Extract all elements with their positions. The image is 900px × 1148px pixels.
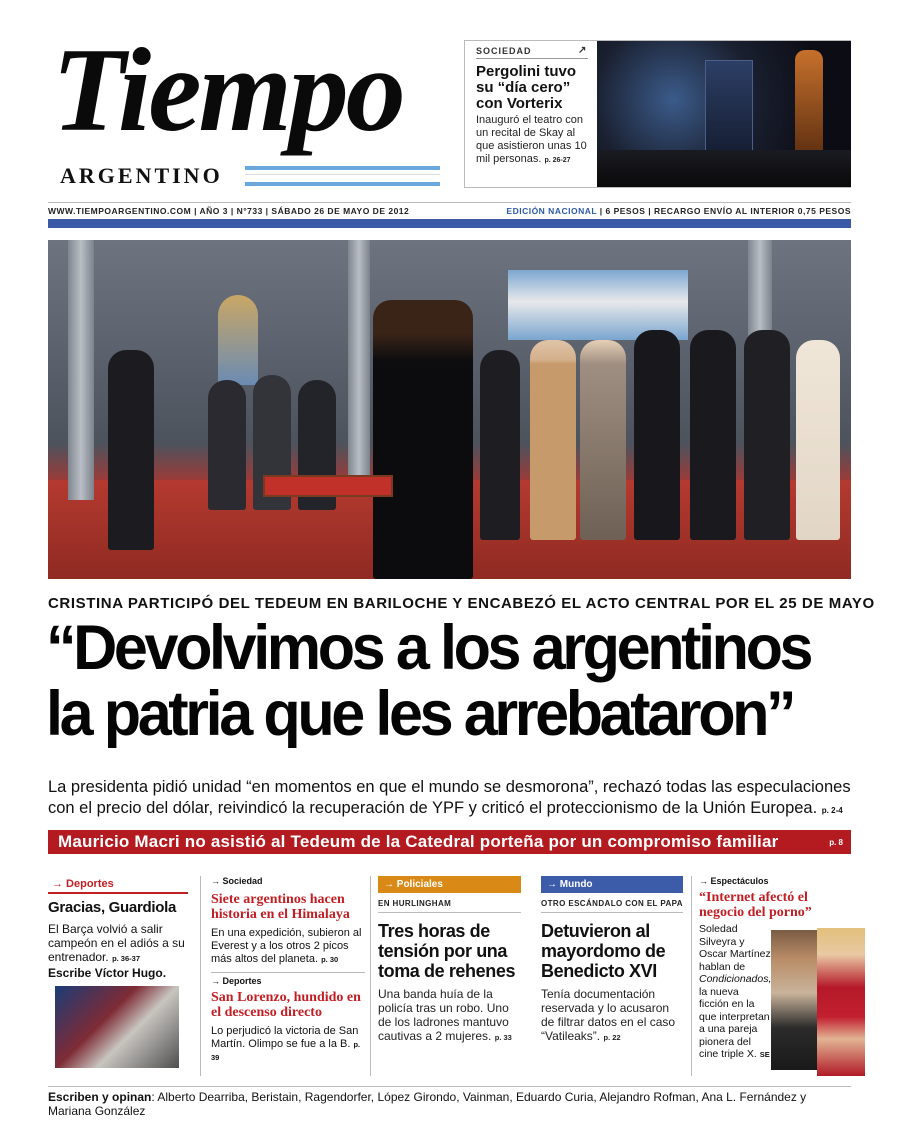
section-sub: EN HURLINGHAM: [378, 899, 521, 913]
section-page: p. 30: [321, 955, 339, 964]
logo-subtitle: ARGENTINO: [60, 163, 223, 188]
section-page: SE: [759, 1050, 770, 1059]
section-byline: Escribe Víctor Hugo.: [48, 966, 167, 980]
arrow-up-right-icon: ↗: [578, 45, 588, 56]
macri-bar-page: p. 8: [829, 838, 843, 847]
logo-wordmark: Tiempo: [52, 23, 403, 156]
blue-rule: [48, 219, 851, 228]
section-label: → Sociedad: [211, 876, 263, 886]
photo-person: [744, 330, 790, 540]
photo-lectern: [263, 475, 393, 497]
info-right: [506, 206, 851, 216]
section-policiales[interactable]: [378, 876, 521, 1078]
photo-person: [108, 350, 154, 550]
section-sub: OTRO ESCÁNDALO CON EL PAPA: [541, 899, 683, 913]
teaser-text: [476, 46, 596, 167]
section-mundo[interactable]: [541, 876, 683, 1078]
section-label: → Espectáculos: [699, 876, 769, 886]
section-body: En una expedición, subieron al Everest y a los otros 2 picos más altos del planeta.: [211, 927, 362, 965]
photo-person: [690, 330, 736, 540]
section-title-2: San Lorenzo, hundido en el descenso directo: [211, 990, 361, 1020]
deck-page: p. 2-4: [821, 806, 843, 815]
section-body: El Barça volvió a salir campeón en el adiós a su entrenador.: [48, 922, 185, 964]
section-page: p. 33: [494, 1033, 512, 1042]
section-label: → Mundo: [541, 876, 683, 893]
section-body: Soledad Silveyra y Oscar Martínez hablan de: [699, 923, 771, 973]
info-bar: [48, 202, 851, 218]
photo-president: [373, 300, 473, 579]
guardiola-photo: [55, 986, 179, 1068]
info-left: WWW.TIEMPOARGENTINO.COM | AÑO 3 | N°733 | SÁBADO 26 DE MAYO DE 2012: [48, 206, 410, 216]
macri-bar[interactable]: [48, 830, 851, 854]
teaser-page: p. 26-27: [544, 157, 571, 164]
photo-column: [68, 240, 94, 500]
section-title: Detuvieron al mayordomo de Benedicto XVI: [541, 921, 666, 981]
photo-person: [480, 350, 520, 540]
info-price: | 6 PESOS | RECARGO ENVÍO AL INTERIOR 0,75 PESOS: [596, 206, 851, 216]
main-deck: [48, 777, 853, 821]
section-title: Gracias, Guardiola: [48, 899, 176, 916]
section-espectaculos[interactable]: [699, 876, 852, 1078]
photo-person: [530, 340, 576, 540]
flag-stripe-2: [245, 174, 440, 178]
section-body: Una banda huía de la policía tras un robo. Uno de los ladrones mantuvo cautivas a 2 mujeres.: [378, 987, 509, 1043]
section-body-2: la nueva ficción en la que interpretan a una pareja pionera del cine triple X.: [699, 985, 770, 1060]
column-divider: [370, 876, 371, 1076]
section-sociedad[interactable]: [211, 876, 365, 1078]
photo-window: [218, 295, 258, 385]
teaser-body: Inauguró el teatro con un recital de Skay al que asistieron unas 10 mil personas.: [476, 114, 587, 165]
section-label: → Deportes: [48, 876, 188, 894]
photo-person: [580, 340, 626, 540]
info-edition: EDICIÓN NACIONAL: [506, 206, 597, 216]
section-label-2: → Deportes: [211, 972, 365, 986]
section-deportes-guardiola[interactable]: [48, 876, 188, 1078]
column-divider: [200, 876, 201, 1076]
main-kicker: CRISTINA PARTICIPÓ DEL TEDEUM EN BARILOCHE Y ENCABEZÓ EL ACTO CENTRAL POR EL 25 DE MAYO: [48, 595, 875, 612]
photo-person: [634, 330, 680, 540]
section-title: “Internet afectó el negocio del porno”: [699, 890, 812, 920]
photo-person: [208, 380, 246, 510]
section-title: Tres horas de tensión por una toma de rehenes: [378, 921, 516, 981]
section-page: p. 36-37: [112, 954, 140, 963]
martinez-photo: [771, 930, 821, 1070]
footer-names: : Alberto Dearriba, Beristain, Ragendorfer, López Girondo, Vainman, Eduardo Curia, Alejandro Rofman, Ana L. Fernández y Mariana González: [48, 1090, 807, 1118]
flag-stripe-1: [245, 166, 440, 170]
photo-person: [796, 340, 840, 540]
photo-column: [348, 240, 370, 490]
headline-line-2: la patria que les arrebataron”: [46, 679, 794, 749]
section-body: Tenía documentación reservada y lo acusaron de filtrar datos en el caso “Vatileaks”.: [541, 987, 676, 1043]
teaser-photo-singer: [795, 50, 823, 160]
footer-columnists: [48, 1086, 851, 1118]
teaser-category: SOCIEDAD: [476, 46, 532, 56]
flag-stripe-3: [245, 182, 440, 186]
column-divider: [691, 876, 692, 1076]
silveyra-photo: [817, 928, 865, 1076]
main-headline[interactable]: [46, 615, 832, 747]
teaser-photo-crowd: [597, 150, 851, 187]
section-body-2: Lo perjudicó la victoria de San Martín. Olimpo se fue a la B.: [211, 1025, 359, 1050]
deck-text: La presidenta pidió unidad “en momentos en que el mundo se desmorona”, rechazó todas las especulaciones con el precio del dólar, reivindicó la recuperación de YPF y criticó el proteccionismo de la Unión Europea.: [48, 778, 851, 817]
section-body-italic: Condicionados,: [699, 973, 772, 985]
section-page: p. 22: [603, 1033, 621, 1042]
macri-bar-text: Mauricio Macri no asistió al Tedeum de la Catedral porteña por un compromiso familiar: [58, 832, 779, 851]
section-label: → Policiales: [378, 876, 521, 893]
headline-line-1: “Devolvimos a los argentinos: [46, 613, 811, 683]
section-title: Siete argentinos hacen historia en el Himalaya: [211, 892, 350, 922]
main-photo[interactable]: [48, 240, 851, 579]
section-page-2: p. 39: [211, 1040, 361, 1062]
footer-label: Escriben y opinan: [48, 1090, 152, 1104]
teaser-title[interactable]: Pergolini tuvo su “día cero” con Vorterix: [476, 63, 577, 112]
